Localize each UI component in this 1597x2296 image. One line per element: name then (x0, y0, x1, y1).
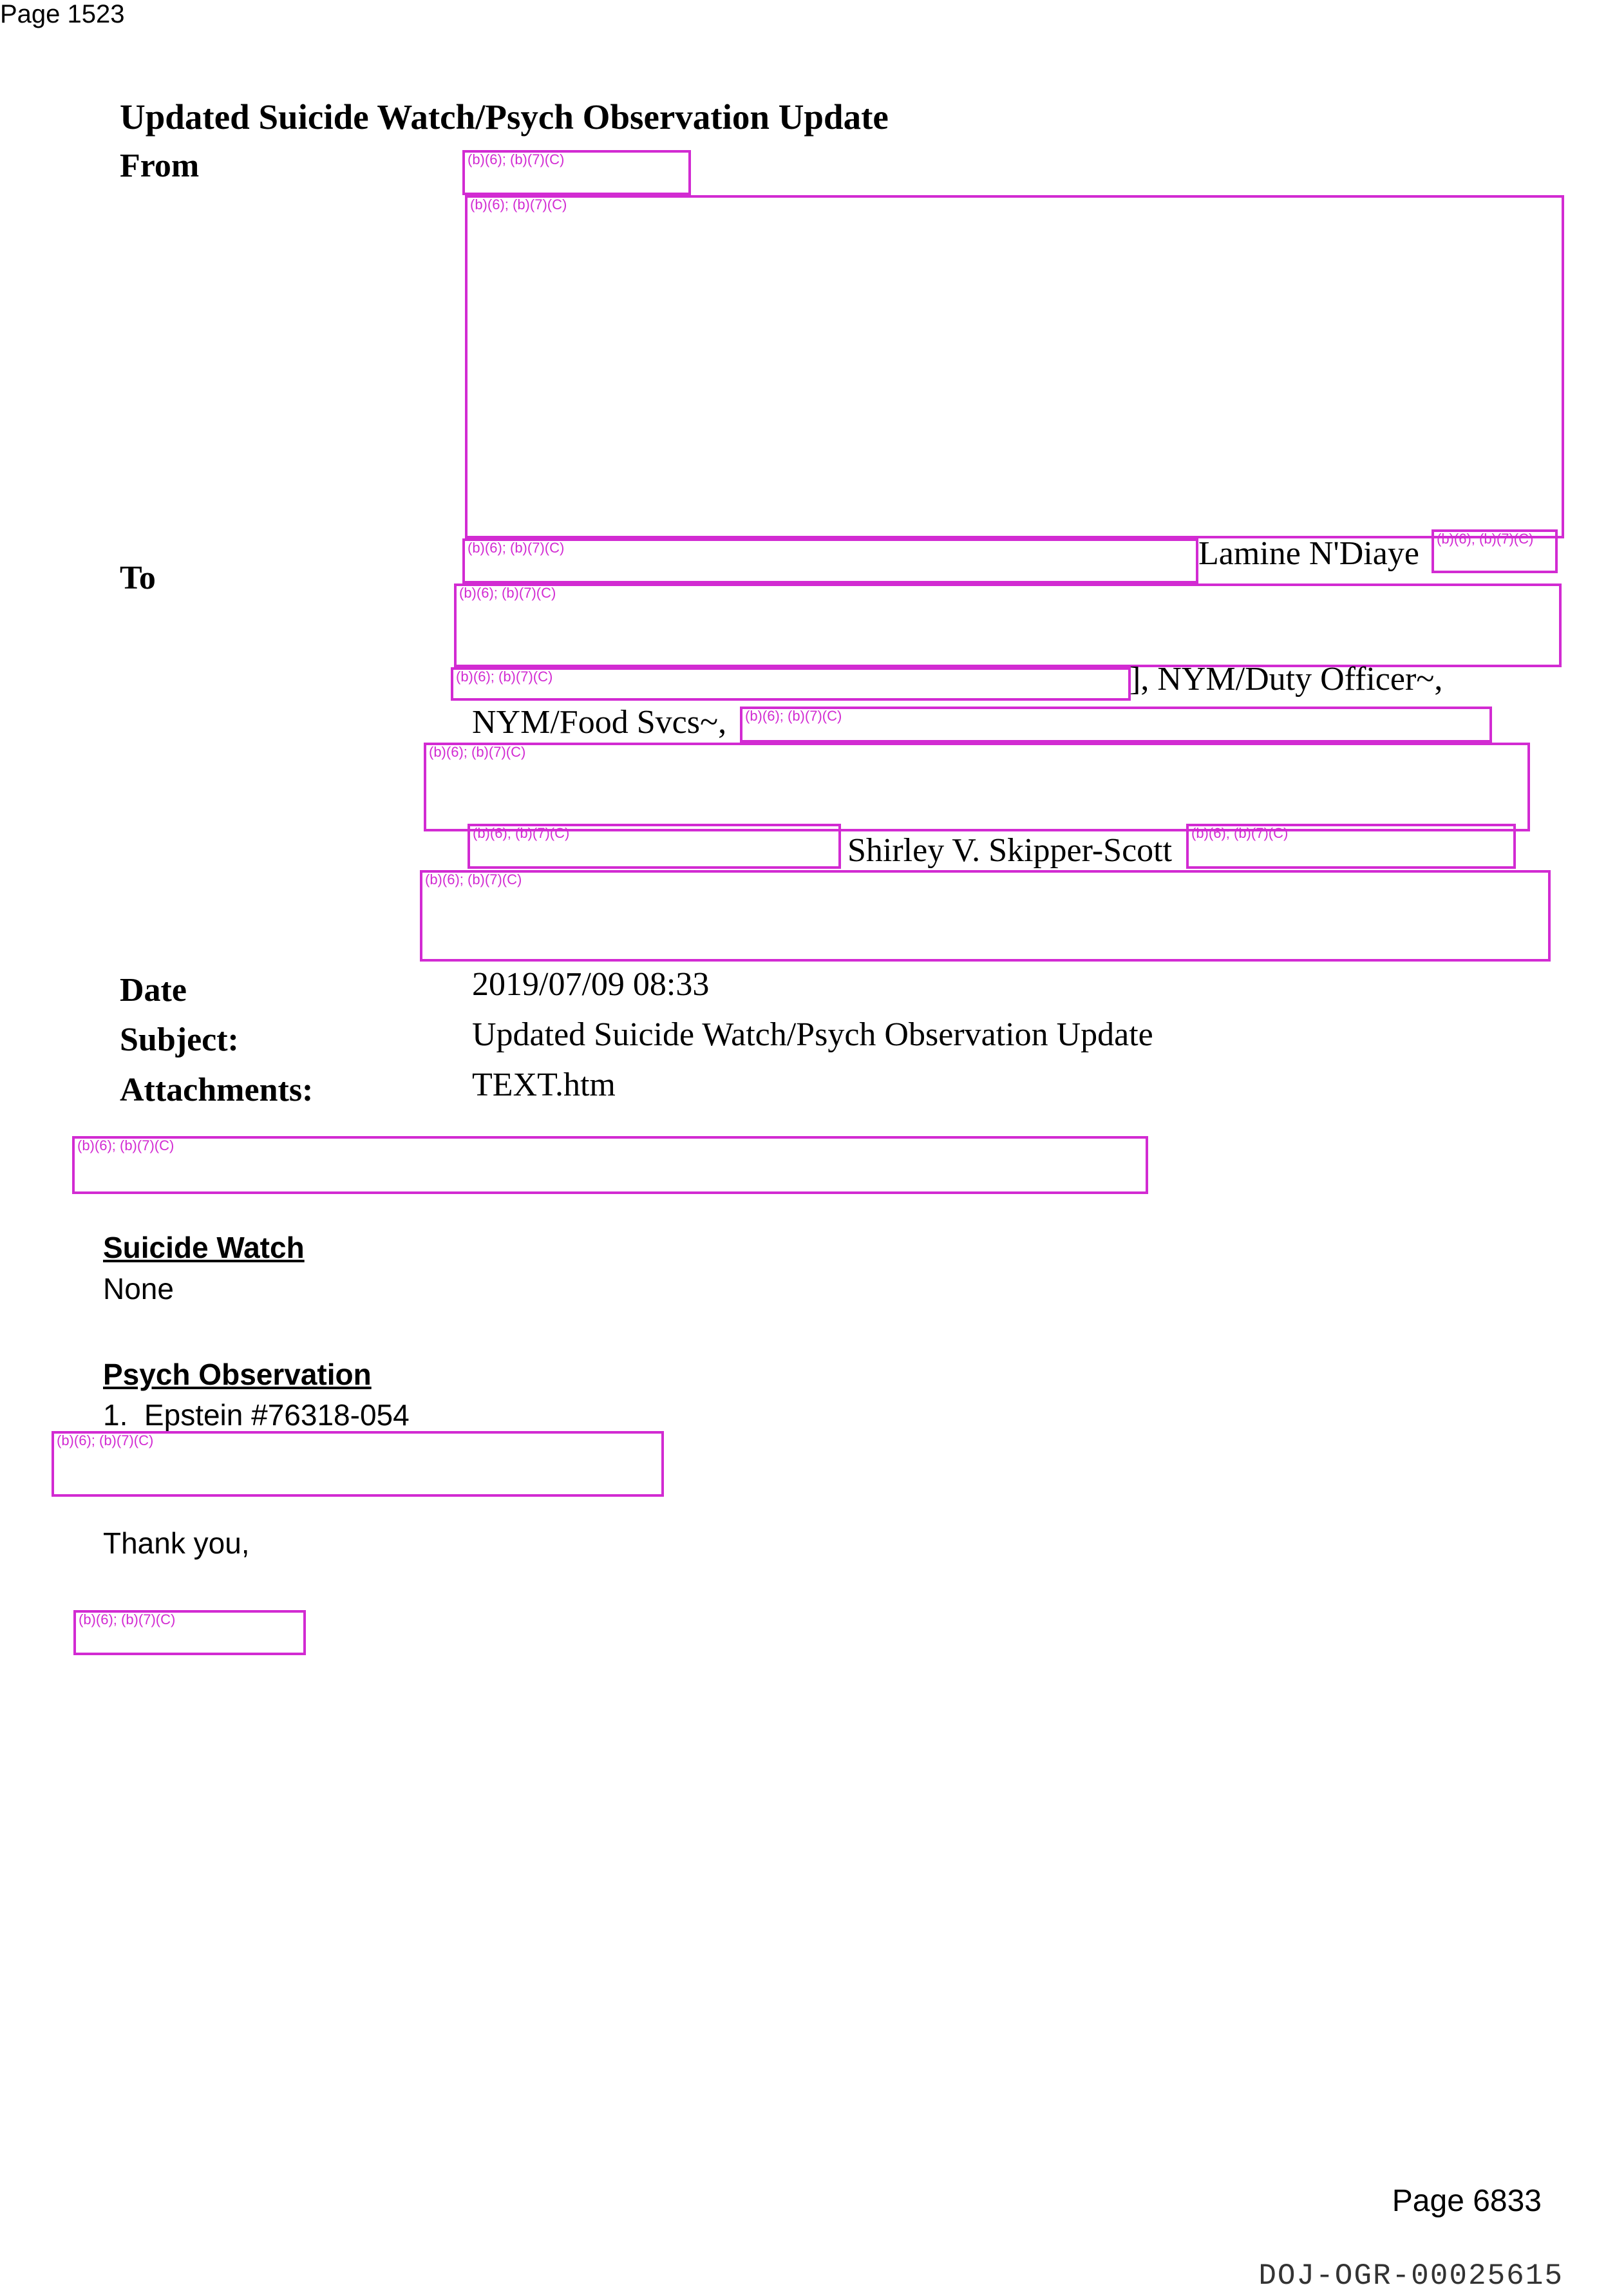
redaction-box: (b)(6); (b)(7)(C) (73, 1610, 306, 1655)
bates-number: DOJ-OGR-00025615 (1258, 2259, 1564, 2293)
suicide-watch-value: None (103, 1272, 174, 1305)
email-title: Updated Suicide Watch/Psych Observation Update (120, 97, 889, 137)
closing-text: Thank you, (103, 1526, 250, 1560)
recipient-name: Lamine N'Diaye (1198, 535, 1419, 572)
recipient-name: Shirley V. Skipper-Scott (847, 832, 1173, 869)
redaction-box: (b)(6); (b)(7)(C) (468, 824, 841, 869)
from-label: From (120, 147, 200, 184)
recipient-food-svcs: NYM/Food Svcs~, (472, 704, 727, 741)
redaction-box: (b)(6); (b)(7)(C) (420, 870, 1551, 962)
attachments-value: TEXT.htm (472, 1067, 616, 1103)
date-label: Date (120, 972, 187, 1009)
redaction-box: (b)(6); (b)(7)(C) (1186, 824, 1516, 869)
subject-label: Subject: (120, 1021, 239, 1058)
redaction-box: (b)(6); (b)(7)(C) (1432, 529, 1558, 573)
psych-observation-heading: Psych Observation (103, 1358, 372, 1391)
redaction-box: (b)(6); (b)(7)(C) (465, 195, 1564, 538)
suicide-watch-heading: Suicide Watch (103, 1231, 305, 1264)
redaction-box: (b)(6); (b)(7)(C) (462, 150, 691, 195)
subject-value: Updated Suicide Watch/Psych Observation Update (472, 1016, 1153, 1053)
to-label: To (120, 560, 156, 596)
attachments-label: Attachments: (120, 1072, 314, 1108)
redaction-box: (b)(6); (b)(7)(C) (72, 1136, 1148, 1194)
recipient-duty-officer: ], NYM/Duty Officer~, (1129, 661, 1443, 697)
redaction-box: (b)(6); (b)(7)(C) (451, 667, 1131, 701)
redaction-box: (b)(6); (b)(7)(C) (462, 538, 1198, 583)
redaction-box: (b)(6); (b)(7)(C) (740, 707, 1492, 743)
date-value: 2019/07/09 08:33 (472, 966, 710, 1003)
redaction-box: (b)(6); (b)(7)(C) (424, 743, 1530, 831)
redaction-box: (b)(6); (b)(7)(C) (454, 583, 1562, 667)
redaction-box: (b)(6); (b)(7)(C) (52, 1431, 664, 1497)
psych-observation-item: 1. Epstein #76318-054 (103, 1398, 410, 1432)
page-header: Page 1523 (0, 0, 125, 28)
page-footer: Page 6833 (1392, 2184, 1542, 2218)
